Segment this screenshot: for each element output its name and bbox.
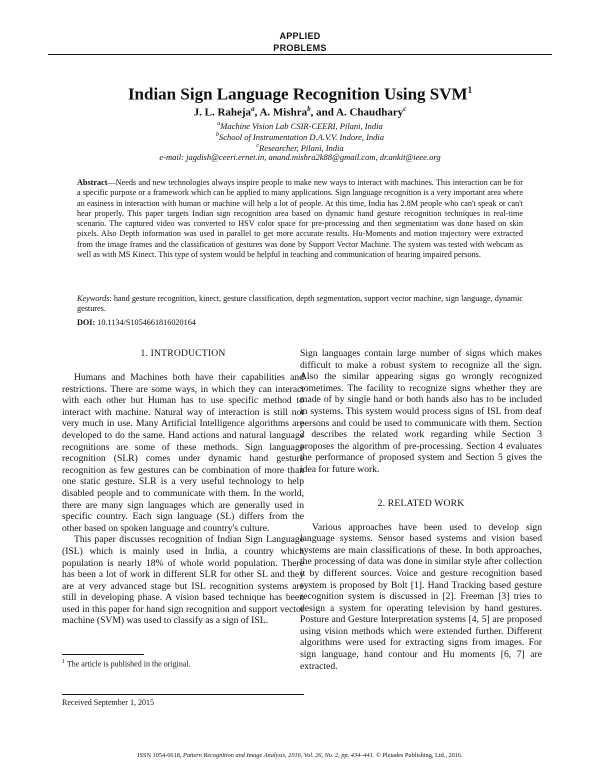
author-sep-2: , and <box>310 106 337 119</box>
author-sep-1: , <box>254 106 260 119</box>
publication-footer <box>0 752 600 760</box>
section-2-heading: 2. RELATED WORK <box>377 497 465 509</box>
doi-value: 10.1134/S1054661816020164 <box>95 318 196 327</box>
title-footnote-mark: 1 <box>467 85 473 95</box>
affiliation-c-mark: c <box>256 143 259 149</box>
section-1-heading: 1. INTRODUCTION <box>140 348 226 359</box>
footer-journal: Pattern Recognition and Image Analysis, 2016, Vol. 26, No. 2, pp. 434–441. <box>183 752 375 759</box>
affiliation-c-text: Researcher, Pilani, India <box>259 142 344 153</box>
footnote-rule <box>62 654 144 655</box>
left-column <box>62 348 304 627</box>
author-2-mark: b <box>307 105 311 113</box>
author-list <box>0 102 600 120</box>
paper-title <box>0 80 600 105</box>
affiliation-b-text: School of Instrumentation D.A.V.V. Indore, India <box>218 131 385 142</box>
affiliation-b-mark: b <box>215 132 219 138</box>
author-1: J. L. Raheja <box>193 106 252 119</box>
paper-title-text: Indian Sign Language Recognition Using SVM <box>127 84 468 104</box>
affiliation-a-mark: a <box>217 121 221 127</box>
received-rule <box>62 694 304 695</box>
keywords-label: Keywords <box>77 294 110 303</box>
author-emails: e-mail: jagdish@ceeri.ernet.in, anand.mishra2k88@gmail.com, dr.ankit@ieee.org <box>159 152 441 162</box>
author-3: A. Chaudhary <box>336 106 404 119</box>
footnote <box>62 657 304 670</box>
received-date: Received September 1, 2015 <box>62 698 154 707</box>
right-column <box>300 348 542 672</box>
footer-copyright: © Pleiades Publishing, Ltd., 2016. <box>374 752 463 759</box>
abstract-label: Abstract <box>77 178 108 187</box>
doi-line <box>77 318 196 328</box>
keywords <box>77 294 523 315</box>
footnote-mark: 1 <box>62 659 65 665</box>
abstract <box>77 178 523 260</box>
section-2-paragraph-1: Various approaches have been used to develop sign language systems. Sensor based systems and vision based systems are main classifications of these. In both approaches, the processing of data was done in similar style after collection it by different sources. Voice and gesture recognition based system is proposed by Bolt [1]. Hand Tracking based gesture recognition system is discussed in [2]. Freeman [3] tries to design a system for operating television by hand gestures. Posture and Gesture Interpretation systems [4, 5] are proposed using vision methods which were extended further. Different algorithms were used for extracting signs from images. For sign language, hand contour and Hu moments [6, 7] are extracted. <box>300 521 542 672</box>
author-1-mark: a <box>251 105 255 113</box>
abstract-text: —Needs and new technologies always inspire people to make new ways to interact with machines. This interaction can be for a specific purpose or a framework which can be applied to many applications. Sign language recognition is a very important area where an easiness in interaction with human or machine will help a lot of people. At this time, India has 2.8M people who can't speak or can't hear properly. This paper targets Indian sign recognition area based on dynamic hand gesture recognition techniques in real-time scenario. The captured video was converted to HSV color space for pre-processing and then segmentation was done based on skin pixels. Also Depth information was used in parallel to get more accurate results. Hu-Moments and motion trajectory were extracted from the image frames and the classification of gestures was done by Support Vector Machine. The system was tested with webcam as well as with MS Kinect. This type of system would be helpful in teaching and communication of hearing impaired persons. <box>77 178 523 260</box>
header-rule-bottom <box>48 54 552 55</box>
section-1-paragraph-2: This paper discusses recognition of Indian Sign Language (ISL) which is mainly used in India, a country which population is nearly 18% of whole world population. There has been a lot of work in different SLR for other SL and they are at very advanced stage but ISL recognition systems are still in developing phase. A vision based technique has been used in this paper for hand sign recognition and support vector machine (SVM) was used to classify as a sign of ISL. <box>62 534 304 627</box>
keywords-text: : hand gesture recognition, kinect, gesture classification, depth segmentation, support vector machine, sign language, dynamic gestures. <box>77 294 523 314</box>
section-tag-line2: PROBLEMS <box>0 42 600 54</box>
author-2: A. Mishra <box>259 106 308 119</box>
section-gap <box>300 476 542 498</box>
section-tag-line1: APPLIED <box>0 30 600 42</box>
footnote-text: The article is published in the original. <box>65 659 191 669</box>
section-tag <box>0 30 600 54</box>
section-1-paragraph-3: Sign languages contain large number of signs which makes difficult to make a robust system to recognize all the sign. Also the similar appearing signs go wrongly recognized sometimes. The facility to recognize signs whether they are made of by single hand or both hands also has to be included in systems. This system would process signs of ISL from deaf persons and could be used to communicate with them. Section 2 describes the related work regarding while Section 3 proposes the algorithm of pre-processing. Section 4 evaluates the performance of proposed system and Section 5 gives the idea for future work. <box>300 348 542 475</box>
footer-issn: ISSN 1054-6618, <box>137 752 184 759</box>
section-1-paragraph-1: Humans and Machines both have their capabilities and restrictions. There are some ways, in which they can interact with each other but Human has to use specific method to interact with machine. Natural way of interaction is still not very much in use. Many Artificial Intelligence algorithms are developed to do the same. Hand actions and natural language recognitions are some of these methods. Sign language recognition (SLR) comes under dynamic hand gesture recognition as few gestures can be combination of more than one static gesture. SLR is a very useful technology to help disabled people and to communicate with them. In the world, there are many sign languages which are generally used in specific country. Each sign language (SL) differs from the other based on spoken language and country's culture. <box>62 372 304 534</box>
doi-label: DOI: <box>77 318 96 327</box>
affiliation-a-text: Machine Vision Lab CSIR-CEERI, Pilani, India <box>220 120 383 131</box>
author-3-mark: c <box>403 105 407 113</box>
